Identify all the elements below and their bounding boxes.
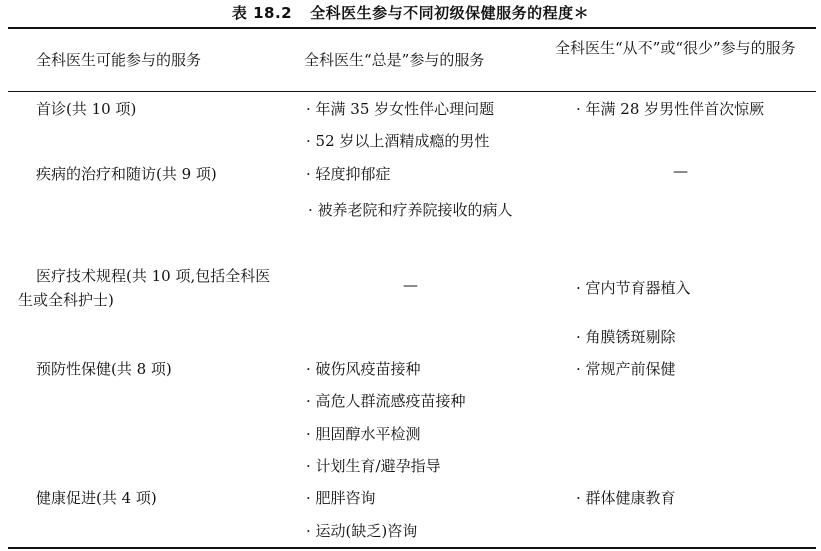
always-item: · 胆固醇水平检测 xyxy=(306,425,421,443)
always-item: · 被养老院和疗养院接收的病人 xyxy=(308,201,513,219)
never-item: · 角膜锈斑剔除 xyxy=(576,328,676,346)
never-item: · 常规产前保健 xyxy=(576,360,676,378)
category-treatment-followup: 疾病的治疗和随访(共 9 项) xyxy=(36,165,217,183)
always-item: · 高危人群流感疫苗接种 xyxy=(306,392,466,410)
category-prevention: 预防性保健(共 8 项) xyxy=(36,360,172,378)
empty-dash: — xyxy=(403,276,418,294)
header-possible-services: 全科医生可能参与的服务 xyxy=(36,51,202,69)
category-health-promotion: 健康促进(共 4 项) xyxy=(36,489,157,507)
always-item: · 52 岁以上酒精成瘾的男性 xyxy=(306,132,490,150)
always-item: · 破伤风疫苗接种 xyxy=(306,360,421,378)
table-caption xyxy=(0,2,821,23)
never-item: · 年满 28 岁男性伴首次惊厥 xyxy=(576,100,765,118)
always-item: · 肥胖咨询 xyxy=(306,489,376,507)
table-title: 全科医生参与不同初级保健服务的程度＊ xyxy=(310,4,590,22)
always-item: · 年满 35 岁女性伴心理问题 xyxy=(306,100,495,118)
never-item: · 宫内节育器植入 xyxy=(576,279,691,297)
empty-dash: — xyxy=(673,162,688,180)
category-procedures: 医疗技术规程(共 10 项,包括全科医生或全科护士) xyxy=(18,267,271,309)
header-rule xyxy=(8,91,816,92)
header-always-services: 全科医生“总是”参与的服务 xyxy=(304,51,485,69)
category-first-contact: 首诊(共 10 项) xyxy=(36,100,137,118)
table-number: 表 18.2 xyxy=(231,4,293,22)
bottom-rule xyxy=(8,547,816,549)
always-item: · 轻度抑郁症 xyxy=(306,165,391,183)
always-item: · 运动(缺乏)咨询 xyxy=(306,522,418,540)
always-item: · 计划生育/避孕指导 xyxy=(306,457,441,475)
top-rule xyxy=(8,27,816,29)
header-never-services: 全科医生“从不”或“很少”参与的服务 xyxy=(555,39,796,57)
never-item: · 群体健康教育 xyxy=(576,489,676,507)
